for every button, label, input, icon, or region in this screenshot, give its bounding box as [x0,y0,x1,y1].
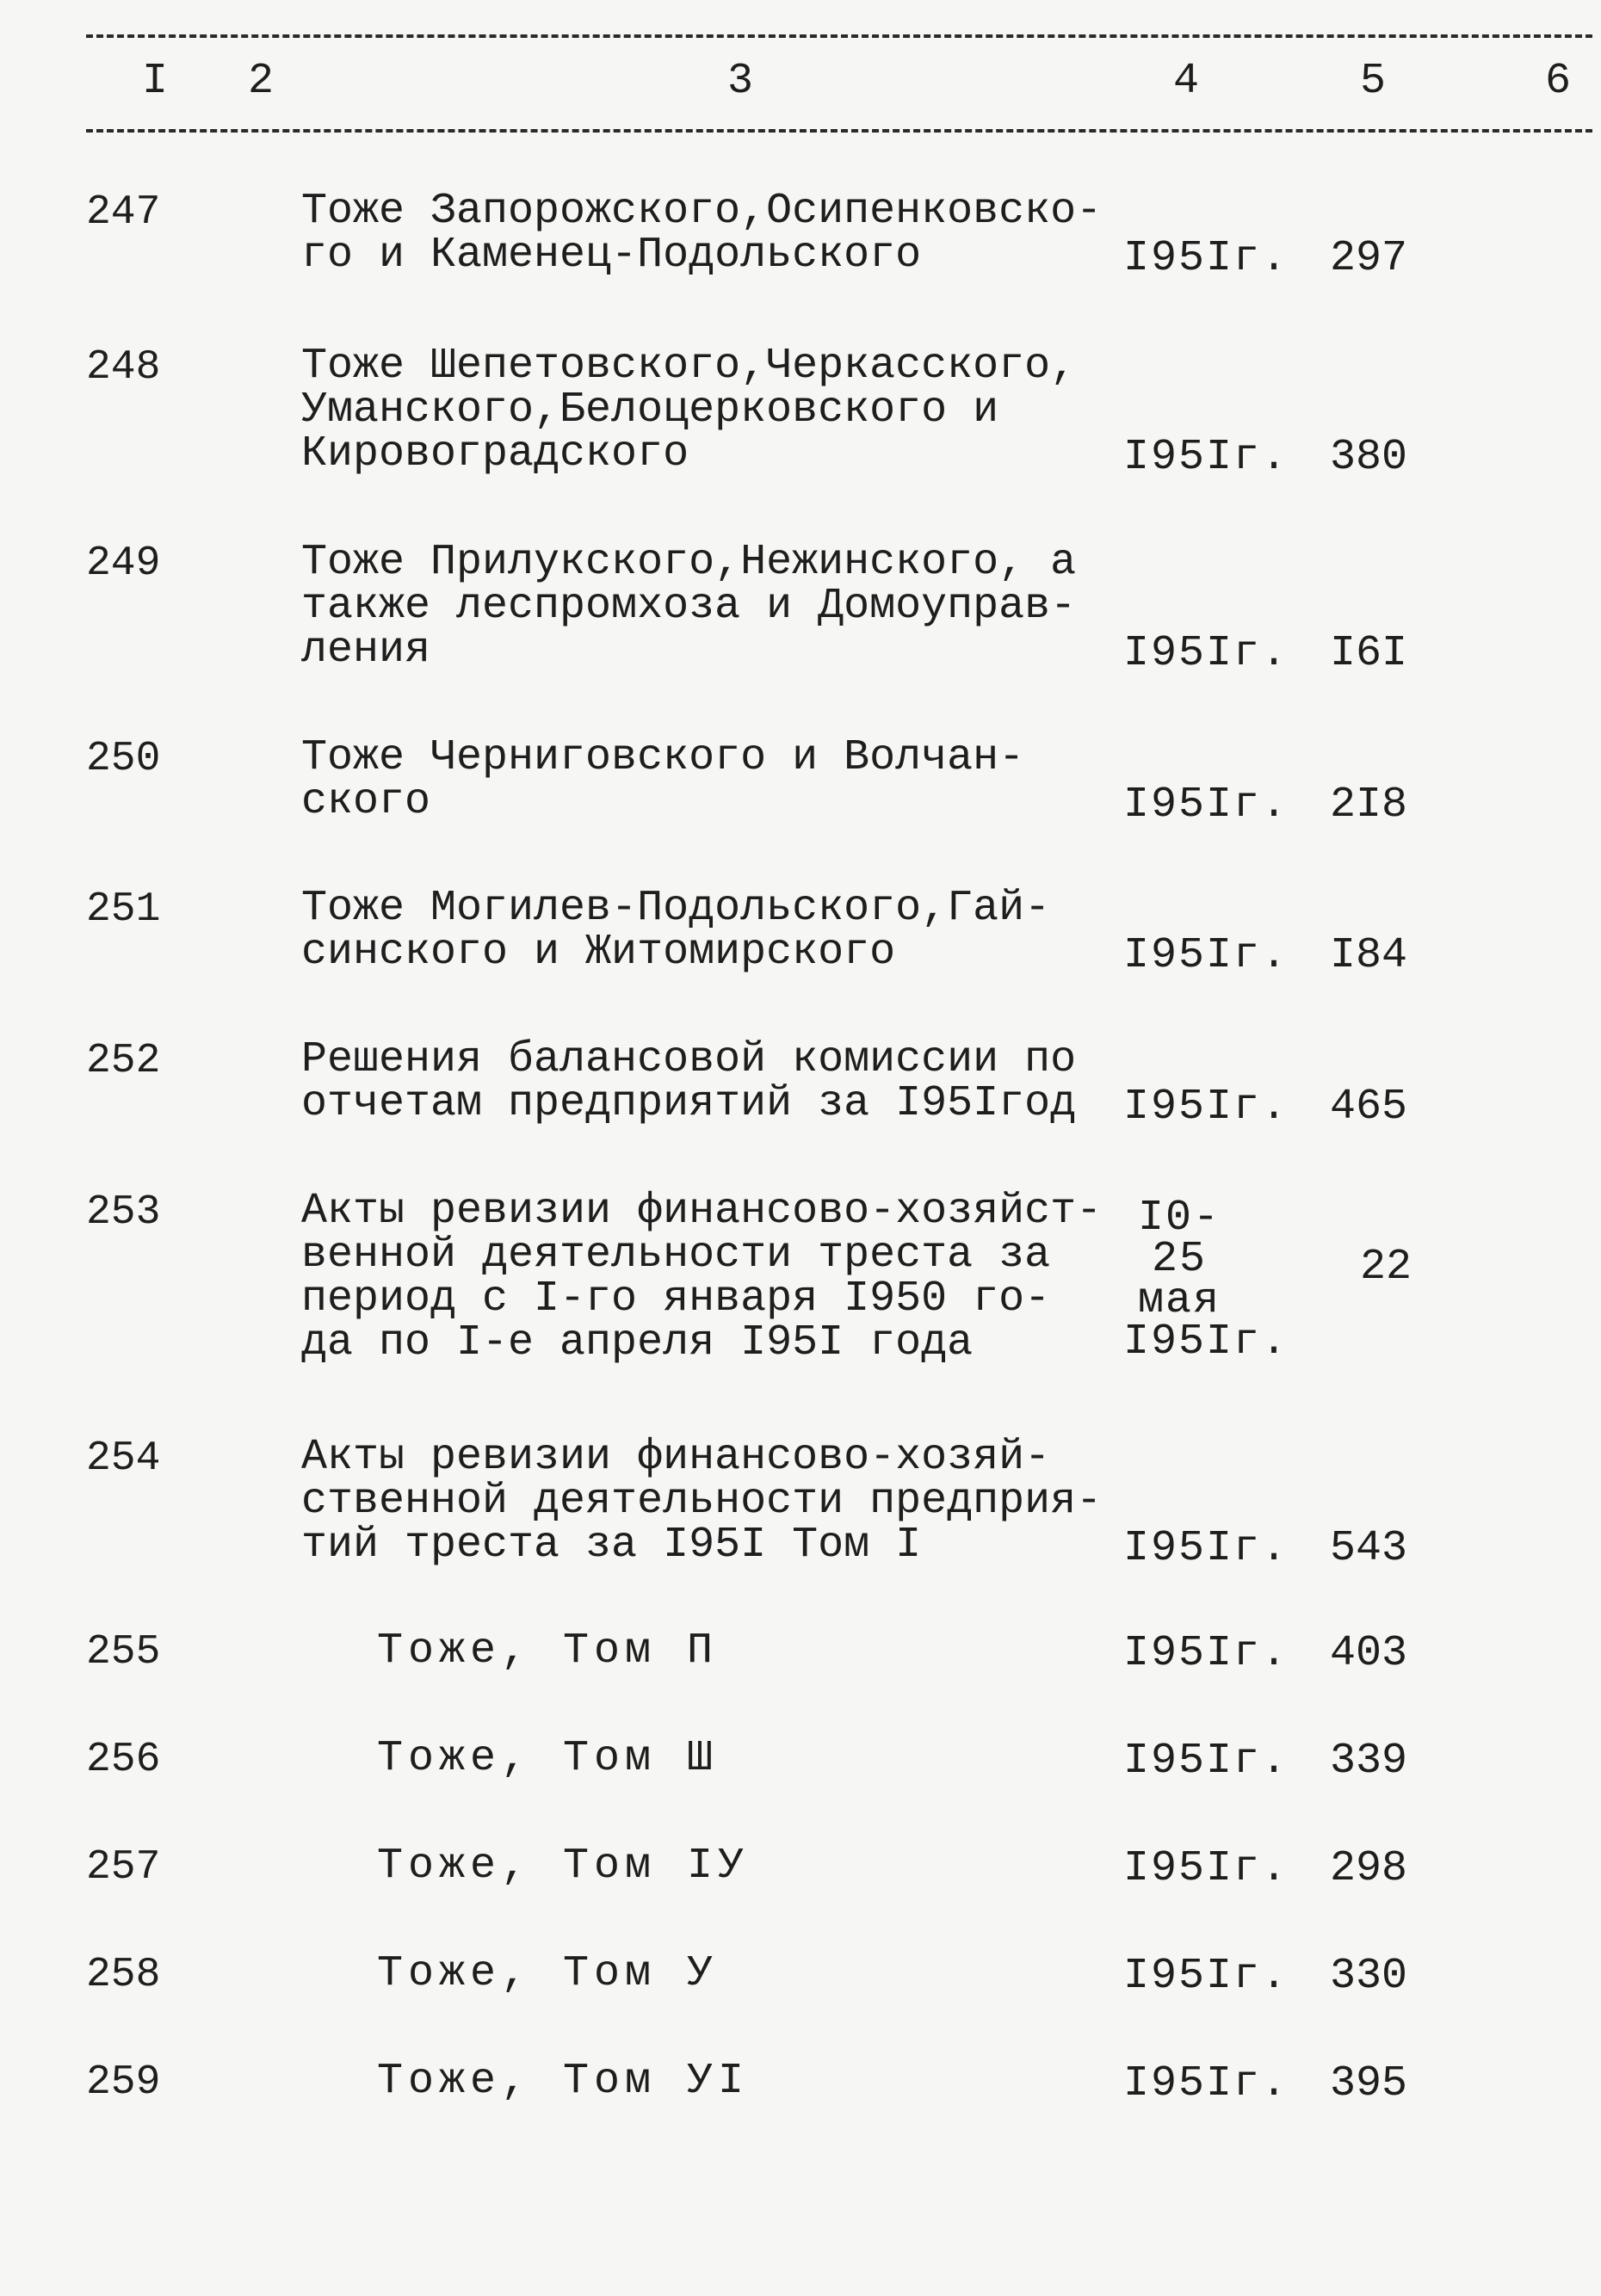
column-header-4: 4 [1173,57,1200,106]
item-number: 253 [86,1189,161,1236]
item-date: I95Iг. [1123,931,1289,980]
item-date: I95Iг. [1123,781,1289,830]
item-sheets: 395 [1330,2059,1408,2108]
item-sheets: 403 [1330,1629,1408,1678]
header-top-rule [86,34,1592,38]
item-date-line: I0-25 [1137,1194,1221,1284]
item-date-line: I95Iг. [1123,1318,1289,1367]
item-sheets: 2I8 [1330,781,1408,830]
column-header-2: 2 [248,57,275,106]
item-number: 252 [86,1038,161,1084]
item-title: Тоже Шепетовского,Черкасского, Уманского,Белоцерковского и Кировоградского [301,342,1077,478]
item-title: Акты ревизии финансово-хозяйст- венной деятельности треста за период с I-го января I950 го- да по I-е апреля I95I года [301,1187,1103,1367]
item-number: 255 [86,1629,161,1676]
item-title: Тоже Могилев-Подольского,Гай- синского и Житомирского [301,884,1051,977]
item-title: Тоже, Том У [377,1949,719,1998]
item-date: I95Iг. [1123,1524,1289,1573]
item-title: Тоже Запорожского,Осипенковско- го и Каменец-Подольского [301,187,1103,280]
item-number: 250 [86,736,161,782]
item-number: 256 [86,1737,161,1783]
item-sheets: 22 [1360,1243,1412,1292]
item-number: 254 [86,1435,161,1482]
item-number: 257 [86,1844,161,1891]
item-number: 258 [86,1952,161,1998]
item-sheets: I84 [1330,931,1408,980]
item-date-line: мая [1137,1276,1221,1325]
item-number: 248 [86,344,161,391]
item-number: 247 [86,189,161,236]
item-number: 251 [86,886,161,933]
column-header-6: 6 [1545,57,1572,106]
item-title: Тоже, Том Ш [377,1734,719,1783]
header-bottom-rule [86,129,1592,133]
item-title: Тоже Черниговского и Волчан- ского [301,733,1025,826]
item-date: I95Iг. [1123,1629,1289,1678]
item-date: I95Iг. [1123,1083,1289,1132]
item-sheets: 298 [1330,1844,1408,1893]
item-date: I95Iг. [1123,1844,1289,1893]
item-number: 249 [86,540,161,587]
item-date: I95Iг. [1123,629,1289,678]
item-sheets: 297 [1330,234,1408,283]
item-title: Тоже, Том УI [377,2057,750,2106]
item-sheets: 330 [1330,1952,1408,2001]
item-date: I95Iг. [1123,433,1289,482]
item-title: Тоже Прилукского,Нежинского, а также леспромхоза и Домоуправ- ления [301,538,1077,675]
item-sheets: 465 [1330,1083,1408,1132]
item-date: I95Iг. [1123,234,1289,283]
item-sheets: 339 [1330,1737,1408,1786]
item-date: I95Iг. [1123,2059,1289,2108]
item-date: I95Iг. [1123,1737,1289,1786]
item-sheets: I6I [1330,629,1408,678]
item-number: 259 [86,2059,161,2106]
column-header-1: I [142,57,169,106]
column-header-3: 3 [727,57,754,106]
item-sheets: 380 [1330,433,1408,482]
item-date: I95Iг. [1123,1952,1289,2001]
column-header-5: 5 [1360,57,1387,106]
item-title: Тоже, Том IУ [377,1842,750,1891]
item-title: Решения балансовой комиссии по отчетам предприятий за I95Iгод [301,1035,1077,1128]
item-sheets: 543 [1330,1524,1408,1573]
item-title: Акты ревизии финансово-хозяй- ственной деятельности предприя- тий треста за I95I Том I [301,1433,1103,1570]
item-title: Тоже, Том П [377,1626,719,1676]
item-date [1123,1194,1289,1367]
